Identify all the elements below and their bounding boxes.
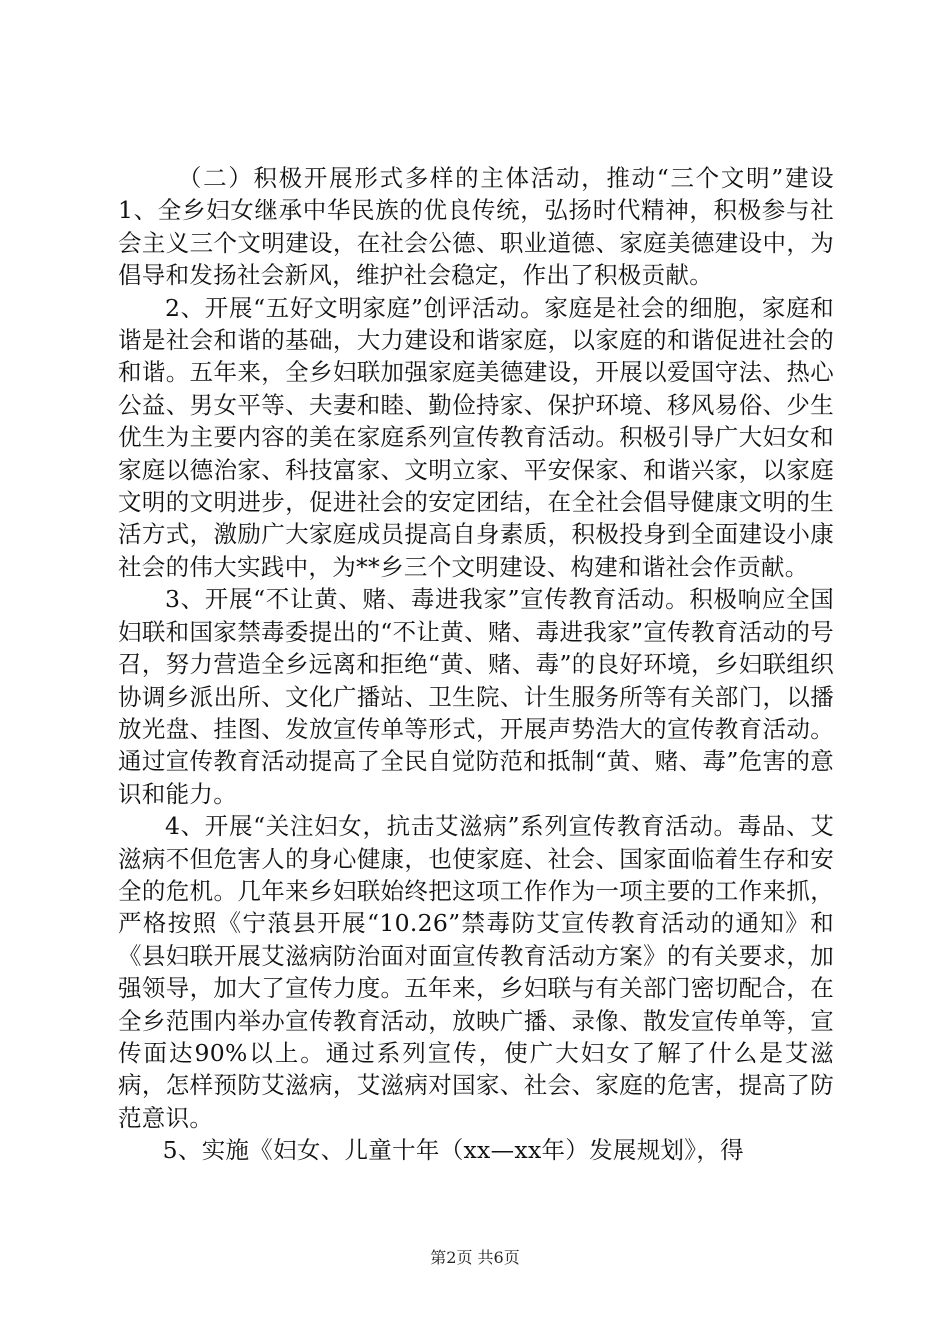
paragraph-4: 4、开展“关注妇女，抗击艾滋病”系列宣传教育活动。毒品、艾滋病不但危害人的身心健康，也使家庭、社会、国家面临着生存和安全的危机。几年来乡妇联始终把这项工作作为一项主要的工作来抓，严格按照《宁蒗县开展“10.26”禁毒防艾宣传教育活动的通知》和《县妇联开展艾滋病防治面对面宣传教育活动方案》的有关要求，加强领导，加大了宣传力度。五年来，乡妇联与有关部门密切配合，在全乡范围内举办宣传教育活动，放映广播、录像、散发宣传单等，宣传面达90%以上。通过系列宣传，使广大妇女了解了什么是艾滋病，怎样预防艾滋病，艾滋病对国家、社会、家庭的危害，提高了防范意识。 — [118, 812, 834, 1132]
paragraph-3: 3、开展“不让黄、赌、毒进我家”宣传教育活动。积极响应全国妇联和国家禁毒委提出的“不让黄、赌、毒进我家”宣传教育活动的号召，努力营造全乡远离和拒绝“黄、赌、毒”的良好环境，乡妇联组织协调乡派出所、文化广播站、卫生院、计生服务所等有关部门，以播放光盘、挂图、发放宣传单等形式，开展声势浩大的宣传教育活动。通过宣传教育活动提高了全民自觉防范和抵制“黄、赌、毒”危害的意识和能力。 — [118, 585, 834, 808]
page-footer: 第2页 共6页 — [430, 1248, 520, 1267]
paragraph-1: （二）积极开展形式多样的主体活动，推动“三个文明”建设1、全乡妇女继承中华民族的优良传统，弘扬时代精神，积极参与社会主义三个文明建设，在社会公德、职业道德、家庭美德建设中，为倡导和发扬社会新风，维护社会稳定，作出了积极贡献。 — [118, 164, 834, 290]
document-body — [118, 162, 834, 1167]
paragraph-5: 5、实施《妇女、儿童十年（xx—xx年）发展规划》，得 — [162, 1136, 744, 1165]
paragraph-2: 2、开展“五好文明家庭”创评活动。家庭是社会的细胞，家庭和谐是社会和谐的基础，大力建设和谐家庭，以家庭的和谐促进社会的和谐。五年来，全乡妇联加强家庭美德建设，开展以爱国守法、热心公益、男女平等、夫妻和睦、勤俭持家、保护环境、移风易俗、少生优生为主要内容的美在家庭系列宣传教育活动。积极引导广大妇女和家庭以德治家、科技富家、文明立家、平安保家、和谐兴家，以家庭文明的文明进步，促进社会的安定团结，在全社会倡导健康文明的生活方式，激励广大家庭成员提高自身素质，积极投身到全面建设小康社会的伟大实践中，为**乡三个文明建设、构建和谐社会作贡献。 — [118, 293, 834, 581]
